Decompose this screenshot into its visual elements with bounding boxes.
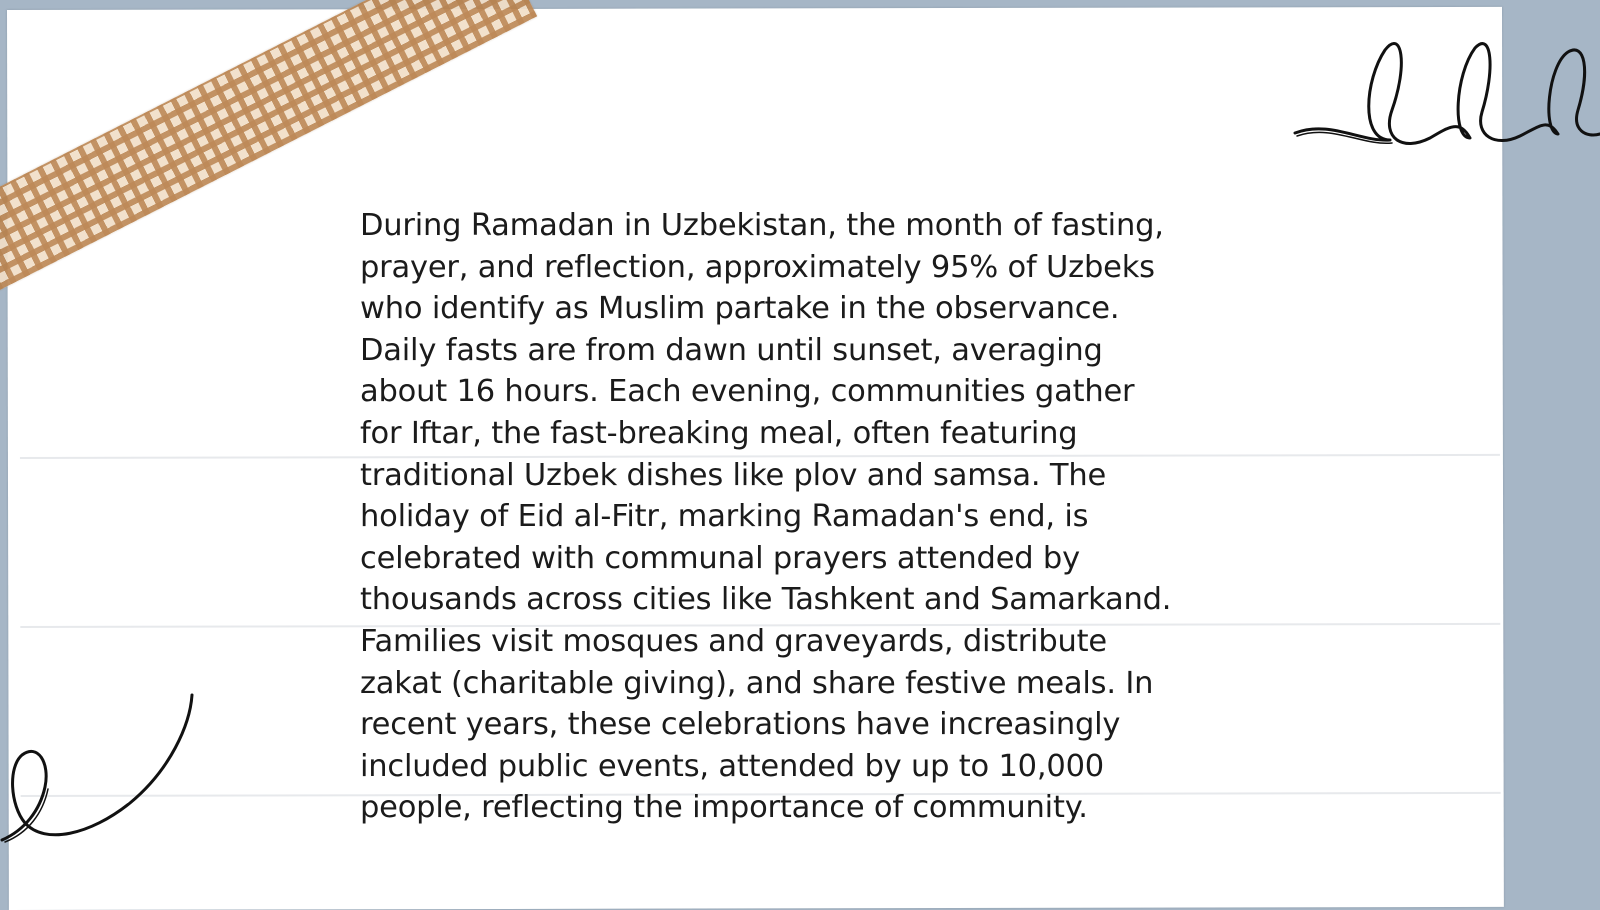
body-paragraph: During Ramadan in Uzbekistan, the month of fasting, prayer, and reflection, approximately 95% of Uzbeks who identify as Muslim partake in the observance. Daily fasts are from dawn until sunset, averaging about 16 hours. Each evening, communities gather for Iftar, the fast-breaking meal, often featuring traditional Uzbek dishes like plov and samsa. The holiday of Eid al-Fitr, marking Ramadan's end, is celebrated with communal prayers attended by thousands across cities like Tashkent and Samarkand. Families visit mosques and graveyards, distribute zakat (charitable giving), and share festive meals. In recent years, these celebrations have increasingly included public events, attended by up to 10,000 people, reflecting the importance of community. bbox=[360, 208, 1172, 826]
loop-squiggle-icon bbox=[1290, 30, 1600, 160]
swirl-stroke-icon bbox=[0, 695, 200, 855]
